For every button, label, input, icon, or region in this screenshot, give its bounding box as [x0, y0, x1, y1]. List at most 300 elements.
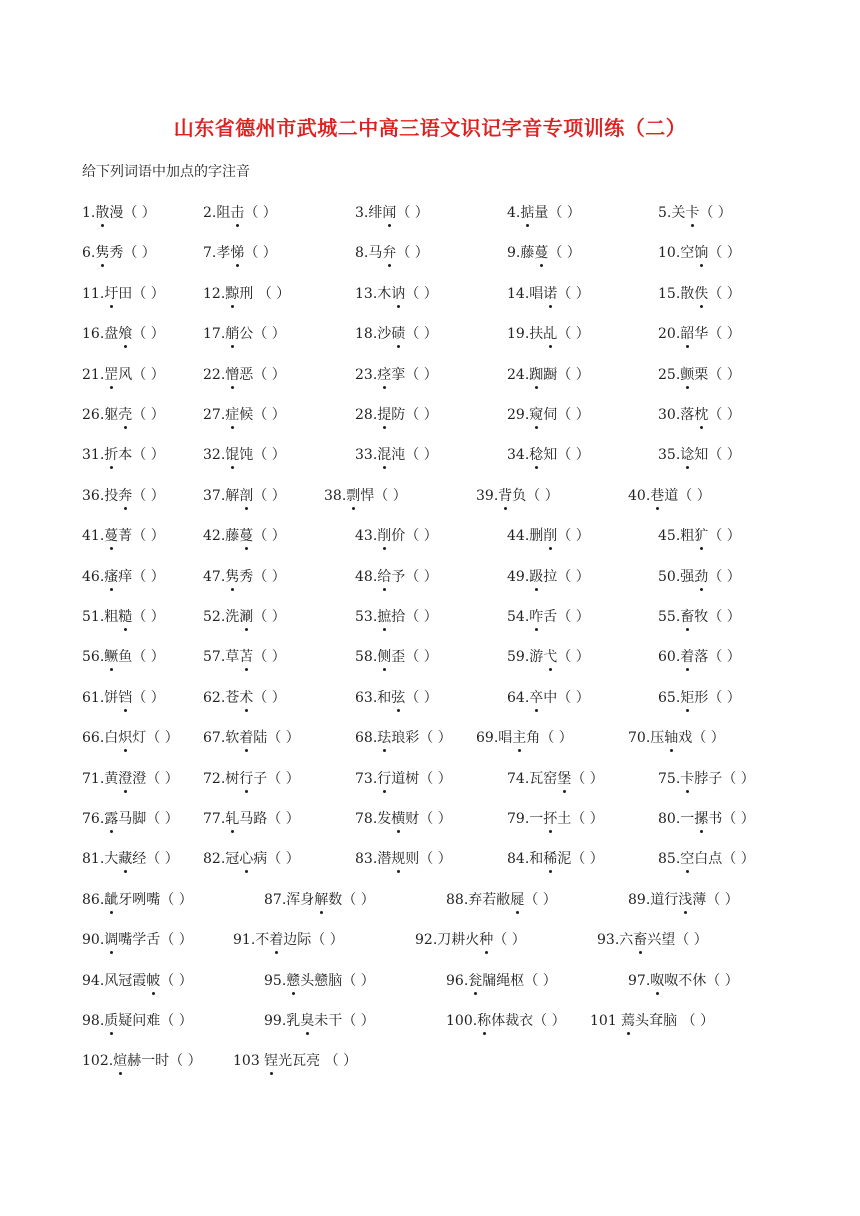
exercise-item: [355, 525, 438, 545]
dotted-character: 着: [239, 730, 254, 747]
item-number: 100.: [446, 1013, 478, 1029]
word-part: 负（ ）: [512, 487, 559, 504]
dotted-character: 糙: [118, 609, 133, 625]
exercise-item: [82, 444, 165, 464]
dotted-character: 藏: [118, 851, 133, 868]
word-part: 盘: [104, 326, 119, 343]
dotted-character: 罡: [104, 366, 119, 383]
item-number: 84.: [507, 851, 530, 868]
word-part: 绯: [368, 205, 383, 221]
item-number: 24.: [507, 366, 530, 383]
word-part: 沌（ ）: [391, 447, 438, 464]
exercise-item: [658, 323, 741, 343]
word-part: 形（ ）: [694, 689, 741, 706]
exercise-item: [628, 727, 725, 747]
word-part: 陆（ ）: [253, 730, 300, 747]
dotted-character: 侧: [377, 649, 392, 666]
word-part: （ ）: [708, 407, 741, 423]
dotted-character: 矩: [680, 689, 695, 706]
exercise-item: [203, 444, 286, 464]
exercise-item: [446, 1010, 566, 1030]
dotted-character: 折: [104, 447, 119, 464]
item-number: 44.: [507, 528, 530, 545]
exercise-item: [507, 646, 590, 666]
item-number: 48.: [355, 568, 378, 585]
word-part: 漫（ ）: [109, 205, 156, 221]
word-part: （ ）: [160, 972, 193, 989]
word-part: （ ）: [557, 285, 590, 302]
word-part: 一: [529, 811, 544, 827]
dotted-character: 瘙: [104, 568, 119, 585]
item-number: 96.: [446, 972, 469, 989]
word-part: 唱: [529, 285, 544, 302]
word-part: 藤: [225, 528, 240, 545]
exercise-item: [507, 364, 590, 384]
exercise-item: [233, 929, 344, 949]
word-part: 木: [377, 285, 392, 302]
word-part: 道（ ）: [664, 487, 711, 504]
word-part: 一: [680, 811, 695, 827]
dotted-character: 壳: [118, 407, 133, 423]
item-number: 73.: [355, 770, 378, 787]
item-number: 101: [590, 1013, 622, 1029]
item-number: 14.: [507, 285, 530, 302]
exercise-item: [82, 808, 179, 828]
word-part: （ ）: [557, 528, 590, 545]
dotted-character: 枕: [694, 407, 709, 423]
dotted-character: 蔓: [104, 528, 119, 545]
exercise-item: [203, 566, 286, 586]
exercise-item: [203, 848, 300, 868]
word-part: 牙咧嘴（ ）: [118, 891, 193, 908]
word-part: 灯（ ）: [132, 730, 179, 747]
item-number: 8.: [355, 245, 369, 262]
word-part: 潜: [377, 851, 392, 868]
word-part: 藤: [520, 245, 535, 262]
exercise-item: [82, 283, 165, 303]
dotted-character: 浅: [678, 891, 693, 908]
exercise-item: [203, 364, 286, 384]
exercise-item: [203, 727, 300, 747]
exercise-row: [0, 485, 860, 507]
item-number: 37.: [203, 487, 226, 504]
item-number: 17.: [203, 326, 226, 343]
word-part: 疑问难（ ）: [118, 1013, 193, 1029]
dotted-character: 悌: [230, 245, 245, 262]
item-number: 16.: [82, 326, 105, 343]
dotted-character: 戆: [286, 972, 301, 989]
dotted-character: 空: [680, 851, 695, 868]
exercise-item: [507, 444, 590, 464]
word-part: 牧（ ）: [694, 609, 741, 625]
item-number: 56.: [82, 649, 105, 666]
exercise-item: [82, 727, 179, 747]
exercise-item: [203, 242, 277, 262]
exercise-item: [82, 889, 193, 909]
dotted-character: 种: [479, 932, 494, 949]
dotted-character: 臭: [300, 1013, 315, 1029]
word-part: 刑 （ ）: [239, 285, 291, 302]
word-part: 浑身: [286, 891, 315, 908]
word-part: 泥（ ）: [557, 851, 604, 868]
exercise-item: [233, 1050, 357, 1070]
exercise-item: [82, 323, 165, 343]
item-number: 90.: [82, 932, 105, 949]
dotted-character: 蔫: [621, 1013, 636, 1029]
item-number: 102.: [82, 1053, 114, 1070]
word-part: 发: [377, 811, 392, 827]
word-part: 未干（ ）: [314, 1013, 375, 1029]
dotted-character: 飧: [118, 326, 133, 343]
exercise-item: [507, 606, 590, 626]
word-part: 防（ ）: [391, 407, 438, 423]
exercise-row: [0, 929, 860, 951]
exercise-item: [658, 202, 732, 222]
word-part: 白: [104, 730, 119, 747]
word-part: 道树（ ）: [391, 770, 452, 787]
dotted-character: 乩: [543, 326, 558, 343]
word-part: 体裁衣（ ）: [491, 1013, 566, 1029]
word-part: （ ）: [132, 407, 165, 423]
item-number: 2.: [203, 205, 217, 221]
dotted-character: 着: [680, 649, 695, 666]
item-number: 20.: [658, 326, 681, 343]
dotted-character: 着: [269, 932, 284, 949]
item-number: 27.: [203, 407, 226, 423]
word-part: （ ）: [699, 205, 732, 221]
item-number: 74.: [507, 770, 530, 787]
word-part: 菁（ ）: [118, 528, 165, 545]
word-part: 蹰（ ）: [543, 366, 590, 383]
item-number: 36.: [82, 487, 105, 504]
dotted-character: 隽: [225, 568, 240, 585]
item-number: 25.: [658, 366, 681, 383]
dotted-character: 龇: [104, 891, 119, 908]
exercise-item: [355, 606, 438, 626]
item-number: 59.: [507, 649, 530, 666]
exercise-item: [355, 727, 452, 747]
word-part: 粗: [680, 528, 695, 545]
word-part: 价（ ）: [391, 528, 438, 545]
exercise-row: [0, 606, 860, 628]
word-part: 恶（ ）: [239, 366, 286, 383]
word-part: 饨（ ）: [239, 447, 286, 464]
word-part: 角（ ）: [526, 730, 573, 747]
exercise-item: [628, 889, 739, 909]
word-part: （ ）: [405, 689, 438, 706]
dotted-character: 击: [230, 205, 245, 221]
item-number: 18.: [355, 326, 378, 343]
word-part: 脖子（ ）: [694, 770, 755, 787]
item-number: 55.: [658, 609, 681, 625]
exercise-item: [82, 646, 165, 666]
item-number: 1.: [82, 205, 96, 221]
item-number: 92.: [415, 932, 438, 949]
word-part: 戏（ ）: [678, 730, 725, 747]
word-part: 弃若敝: [468, 891, 511, 908]
word-part: 瓦窑: [529, 770, 558, 787]
dotted-character: 帔: [146, 972, 161, 989]
item-number: 13.: [355, 285, 378, 302]
word-part: （ ）: [548, 245, 581, 262]
exercise-item: [82, 525, 165, 545]
exercise-row: [0, 525, 860, 547]
word-part: 软: [225, 730, 240, 747]
exercise-item: [658, 404, 741, 424]
dotted-character: 给: [377, 568, 392, 585]
exercise-item: [82, 687, 165, 707]
item-number: 53.: [355, 609, 378, 625]
item-number: 28.: [355, 407, 378, 423]
exercise-item: [82, 364, 165, 384]
exercise-item: [203, 768, 300, 788]
exercise-row: [0, 1010, 860, 1032]
item-number: 66.: [82, 730, 105, 747]
item-number: 93.: [597, 932, 620, 949]
word-part: 书（ ）: [708, 811, 755, 827]
dotted-character: 削: [377, 528, 392, 545]
word-part: 刀耕火: [437, 932, 480, 949]
item-number: 39.: [476, 487, 499, 504]
item-number: 79.: [507, 811, 530, 827]
word-part: 散: [680, 285, 695, 302]
word-part: 六: [619, 932, 634, 949]
word-part: 候（ ）: [239, 407, 286, 423]
word-part: （ ）: [132, 487, 165, 504]
item-number: 77.: [203, 811, 226, 827]
word-part: 关: [671, 205, 686, 221]
exercise-item: [507, 404, 590, 424]
word-part: 知（ ）: [694, 447, 741, 464]
exercise-item: [658, 646, 741, 666]
exercise-item: [507, 202, 581, 222]
item-number: 41.: [82, 528, 105, 545]
item-number: 46.: [82, 568, 105, 585]
dotted-character: 鳜: [104, 649, 119, 666]
dotted-character: 畜: [633, 932, 648, 949]
dotted-character: 呶: [650, 972, 665, 989]
exercise-item: [507, 848, 604, 868]
exercise-row: [0, 364, 860, 386]
exercise-row: [0, 566, 860, 588]
exercise-item: [658, 364, 741, 384]
word-part: 光瓦亮 （ ）: [278, 1053, 358, 1070]
word-part: 草: [225, 649, 240, 666]
item-number: 61.: [82, 689, 105, 706]
exercise-item: [355, 566, 438, 586]
word-part: （ ）: [132, 326, 165, 343]
dotted-character: 剽: [346, 487, 361, 504]
item-number: 45.: [658, 528, 681, 545]
exercise-item: [82, 929, 193, 949]
word-part: （ ）: [396, 245, 429, 262]
item-number: 70.: [628, 730, 651, 747]
word-part: （ ）: [708, 568, 741, 585]
item-number: 34.: [507, 447, 530, 464]
dotted-character: 隽: [95, 245, 110, 262]
exercise-item: [355, 444, 438, 464]
item-number: 97.: [628, 972, 651, 989]
word-part: 赫一时（ ）: [127, 1053, 202, 1070]
dotted-character: 奔: [118, 487, 133, 504]
exercise-item: [355, 283, 438, 303]
exercise-item: [82, 202, 156, 222]
word-part: 树: [225, 770, 240, 787]
word-part: 伺（ ）: [543, 407, 590, 423]
item-number: 33.: [355, 447, 378, 464]
word-part: 躯: [104, 407, 119, 423]
exercise-item: [658, 768, 755, 788]
exercise-row: [0, 646, 860, 668]
exercise-item: [203, 687, 286, 707]
exercise-item: [82, 485, 165, 505]
exercise-item: [203, 323, 286, 343]
dotted-character: 踟: [529, 366, 544, 383]
dotted-character: 弋: [543, 649, 558, 666]
item-number: 49.: [507, 568, 530, 585]
exercise-item: [658, 687, 741, 707]
dotted-character: 横: [391, 811, 406, 827]
word-part: 则（ ）: [405, 851, 452, 868]
item-number: 103: [233, 1053, 265, 1070]
dotted-character: 巷: [650, 487, 665, 504]
word-part: 阻: [216, 205, 231, 221]
dotted-character: 艄: [225, 326, 240, 343]
word-part: （ ）: [253, 528, 286, 545]
word-part: 拾（ ）: [391, 609, 438, 625]
dotted-character: 卡: [680, 770, 695, 787]
word-part: 薄（ ）: [692, 891, 739, 908]
word-part: 呶不休（ ）: [664, 972, 739, 989]
word-part: 经（ ）: [132, 851, 179, 868]
exercise-item: [355, 323, 438, 343]
word-part: 和: [377, 689, 392, 706]
exercise-item: [355, 848, 452, 868]
item-number: 67.: [203, 730, 226, 747]
word-part: 压: [650, 730, 665, 747]
word-part: 空: [680, 245, 695, 262]
exercise-item: [507, 566, 590, 586]
word-part: （ ）: [524, 891, 557, 908]
word-part: 洗: [225, 609, 240, 625]
dotted-character: 主: [512, 730, 527, 747]
exercise-item: [476, 727, 573, 747]
exercise-row: [0, 768, 860, 790]
word-part: 游: [529, 649, 544, 666]
dotted-character: 趿: [529, 568, 544, 585]
word-part: 华（ ）: [694, 326, 741, 343]
exercise-item: [507, 525, 590, 545]
exercise-item: [415, 929, 526, 949]
dotted-character: 劲: [694, 568, 709, 585]
dotted-character: 削: [543, 528, 558, 545]
exercise-item: [628, 970, 739, 990]
exercise-item: [82, 848, 179, 868]
exercise-item: [476, 485, 559, 505]
item-number: 76.: [82, 811, 105, 827]
item-number: 42.: [203, 528, 226, 545]
dotted-character: 提: [377, 407, 392, 423]
item-number: 7.: [203, 245, 217, 262]
exercise-item: [355, 364, 438, 384]
word-part: （ ）: [557, 326, 590, 343]
item-number: 69.: [476, 730, 499, 747]
exercise-item: [658, 444, 741, 464]
exercise-item: [355, 202, 429, 222]
word-part: 唱: [498, 730, 513, 747]
dotted-character: 散: [95, 205, 110, 221]
word-part: 沙: [377, 326, 392, 343]
word-part: 强: [680, 568, 695, 585]
item-number: 52.: [203, 609, 226, 625]
item-number: 65.: [658, 689, 681, 706]
word-part: （ ）: [405, 326, 438, 343]
exercise-item: [203, 283, 290, 303]
dotted-character: 质: [104, 1013, 119, 1029]
word-part: （ ）: [557, 649, 590, 666]
exercise-item: [324, 485, 407, 505]
exercise-item: [658, 525, 741, 545]
exercise-item: [507, 808, 604, 828]
item-number: 63.: [355, 689, 378, 706]
word-part: （ ）: [244, 245, 277, 262]
item-number: 83.: [355, 851, 378, 868]
word-part: 牖绳枢（ ）: [482, 972, 557, 989]
word-part: 头戆脑（ ）: [300, 972, 375, 989]
word-part: （ ）: [132, 689, 165, 706]
dotted-character: 犷: [694, 528, 709, 545]
dotted-character: 卡: [685, 205, 700, 221]
dotted-character: 诺: [543, 285, 558, 302]
item-number: 11.: [82, 285, 105, 302]
exercise-item: [355, 808, 452, 828]
exercise-row: [0, 687, 860, 709]
dotted-character: 蔓: [534, 245, 549, 262]
dotted-character: 屣: [510, 891, 525, 908]
instruction-text: 给下列词语中加点的字注音: [82, 164, 250, 180]
item-number: 47.: [203, 568, 226, 585]
word-part: 知（ ）: [543, 447, 590, 464]
item-number: 40.: [628, 487, 651, 504]
word-part: 数（ ）: [328, 891, 375, 908]
item-number: 89.: [628, 891, 651, 908]
dotted-character: 稔: [529, 447, 544, 464]
dotted-character: 混: [377, 447, 392, 464]
dotted-character: 弁: [382, 245, 397, 262]
word-part: （ ）: [571, 770, 604, 787]
item-number: 87.: [264, 891, 287, 908]
word-part: 田（ ）: [118, 285, 165, 302]
exercise-item: [264, 1010, 375, 1030]
exercise-item: [82, 1010, 193, 1030]
word-part: 风（ ）: [118, 366, 165, 383]
item-number: 71.: [82, 770, 105, 787]
word-part: 孝: [216, 245, 231, 262]
exercise-row: [0, 808, 860, 830]
exercise-row: [0, 242, 860, 264]
word-part: 予（ ）: [391, 568, 438, 585]
word-part: 马路（ ）: [239, 811, 300, 827]
item-number: 26.: [82, 407, 105, 423]
word-part: 琅彩（ ）: [391, 730, 452, 747]
item-number: 58.: [355, 649, 378, 666]
exercise-item: [82, 768, 179, 788]
word-part: 扶: [529, 326, 544, 343]
exercise-item: [507, 323, 590, 343]
item-number: 10.: [658, 245, 681, 262]
word-part: （ ）: [708, 285, 741, 302]
word-part: 苍: [225, 689, 240, 706]
